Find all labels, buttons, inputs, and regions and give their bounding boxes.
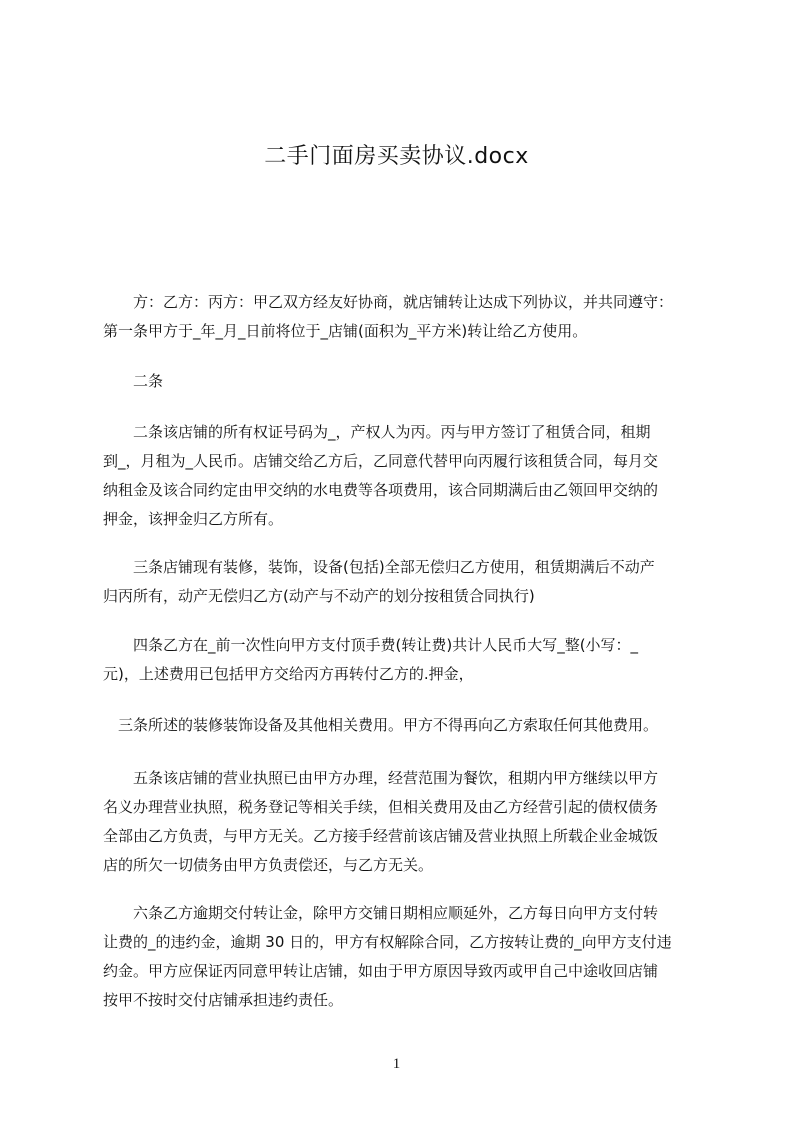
text-line: 名义办理营业执照，税务登记等相关手续，但相关费用及由乙方经营引起的债权债务 — [103, 798, 659, 816]
paragraph-clause-2 — [103, 418, 703, 534]
paragraph-opening — [103, 288, 703, 346]
text-line: 第一条甲方于_年_月_日前将位于_店铺(面积为_平方米)转让给乙方使用。 — [103, 322, 588, 340]
text-line: 五条该店铺的营业执照已由甲方办理，经营范围为餐饮，租期内甲方继续以甲方 — [103, 769, 659, 787]
paragraph-section-heading — [103, 367, 703, 396]
text-line: 二条 — [103, 372, 164, 390]
paragraph-clause-5 — [103, 764, 703, 880]
text-line: 元)，上述费用已包括甲方交给丙方再转付乙方的.押金， — [103, 665, 474, 683]
text-line: 归丙所有，动产无偿归乙方(动产与不动产的划分按租赁合同执行) — [103, 587, 535, 605]
text-line: 四条乙方在_前一次性向甲方支付顶手费(转让费)共计人民币大写_整(小写：_ — [103, 636, 639, 654]
text-line: 按甲不按时交付店铺承担违约责任。 — [103, 991, 344, 1009]
paragraph-clause-4 — [103, 631, 703, 689]
page-number: 1 — [392, 1056, 401, 1072]
text-line: 三条所述的装修装饰设备及其他相关费用。甲方不得再向乙方索取任何其他费用。 — [103, 716, 659, 734]
text-line: 约金。甲方应保证丙同意甲转让店铺，如由于甲方原因导致丙或甲自己中途收回店铺 — [103, 962, 659, 980]
document-title: 二手门面房买卖协议.docx — [264, 144, 529, 169]
text-line: 押金，该押金归乙方所有。 — [103, 510, 284, 528]
text-line: 三条店铺现有装修，装饰，设备(包括)全部无偿归乙方使用，租赁期满后不动产 — [103, 558, 655, 576]
paragraph-clause-6 — [103, 899, 703, 1015]
text-line: 方：乙方：丙方：甲乙双方经友好协商，就店铺转让达成下列协议，并共同遵守： — [103, 293, 674, 311]
paragraph-clause-3 — [103, 553, 703, 611]
text-line: 到_，月租为_人民币。店铺交给乙方后，乙同意代替甲向丙履行该租赁合同，每月交 — [103, 452, 659, 470]
text-line: 六条乙方逾期交付转让金，除甲方交铺日期相应顺延外，乙方每日向甲方支付转 — [103, 904, 659, 922]
text-line: 让费的_的违约金，逾期 30 日的，甲方有权解除合同，乙方按转让费的_向甲方支付违 — [103, 933, 672, 951]
text-line: 纳租金及该合同约定由甲交纳的水电费等各项费用，该合同期满后由乙领回甲交纳的 — [103, 481, 659, 499]
paragraph-clause-4-continued — [103, 711, 703, 740]
text-line: 店的所欠一切债务由甲方负责偿还，与乙方无关。 — [103, 856, 434, 874]
text-line: 全部由乙方负责，与甲方无关。乙方接手经营前该店铺及营业执照上所载企业金城饭 — [103, 827, 659, 845]
text-line: 二条该店铺的所有权证号码为_，产权人为丙。丙与甲方签订了租赁合同，租期 — [103, 423, 651, 441]
